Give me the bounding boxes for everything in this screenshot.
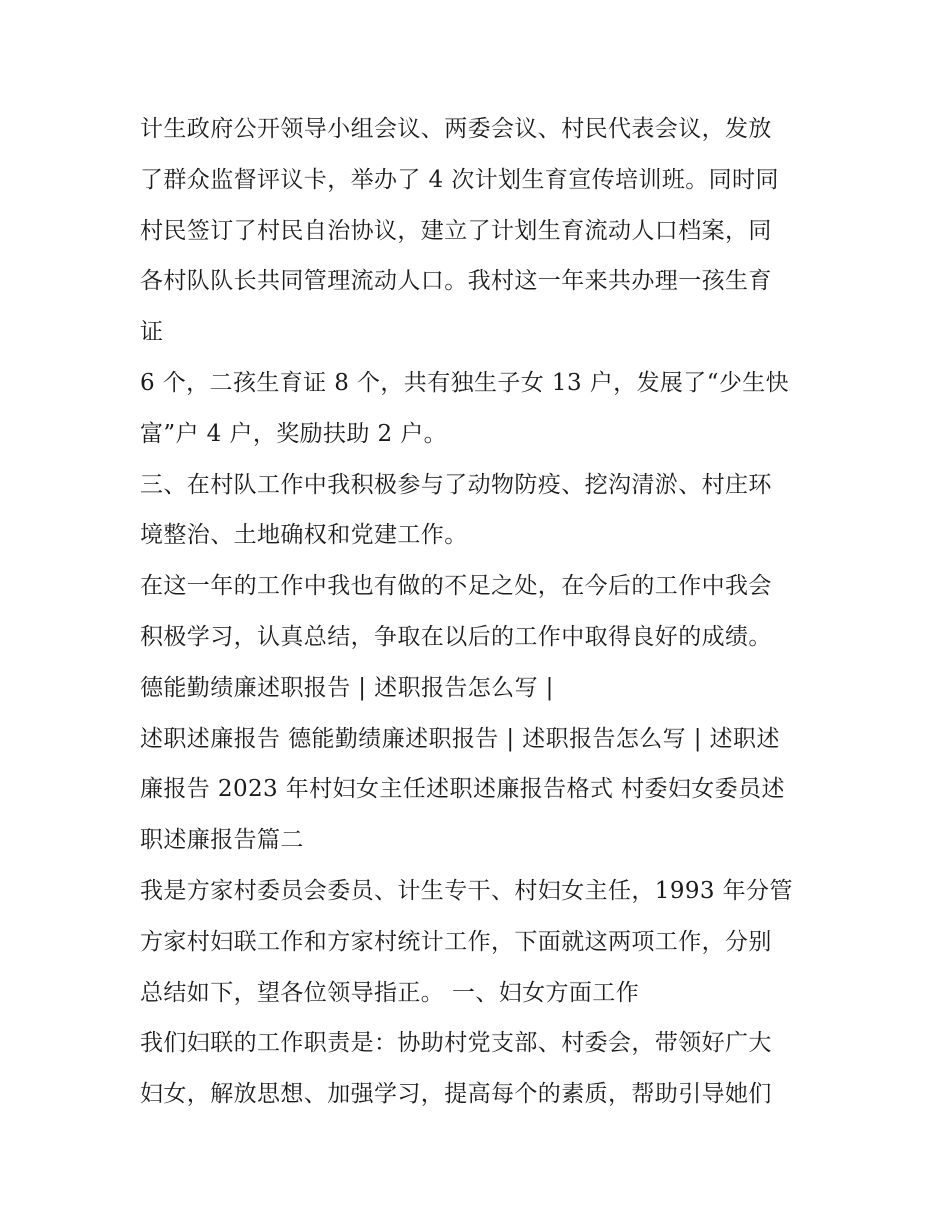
text-line: 职述廉报告篇二	[140, 827, 304, 854]
paragraph-family-planning	[140, 104, 820, 358]
paragraph-report-title	[140, 714, 820, 866]
paragraph-village-work	[140, 460, 820, 562]
paragraph-certificate-counts	[140, 358, 820, 460]
text-line: 我们妇联的工作职责是：协助村党支部、村委会，带领好广大	[140, 1030, 772, 1057]
text-line: 了群众监督评议卡，举办了 4 次计划生育宣传培训班。同时同	[140, 166, 779, 193]
text-line: 境整治、土地确权和党建工作。	[140, 522, 468, 549]
paragraph-shortcomings	[140, 561, 820, 663]
document-body	[140, 104, 820, 1120]
text-line: 方家村妇联工作和方家村统计工作，下面就这两项工作，分别	[140, 928, 772, 955]
text-line: 德能勤绩廉述职报告 | 述职报告怎么写 |	[140, 674, 554, 701]
paragraph-introduction	[140, 866, 820, 1018]
text-line: 村民签订了村民自治协议，建立了计划生育流动人口档案，同	[140, 217, 772, 244]
text-line: 各村队队长共同管理流动人口。我村这一年来共办理一孩生育	[140, 268, 772, 295]
paragraph-report-links	[140, 663, 820, 714]
text-line: 6 个，二孩生育证 8 个，共有独生子女 13 户，发展了“少生快	[140, 369, 790, 396]
text-line: 计生政府公开领导小组会议、两委会议、村民代表会议，发放	[140, 116, 772, 142]
text-line: 我是方家村委员会委员、计生专干、村妇女主任，1993 年分管	[140, 877, 793, 904]
text-line: 富”户 4 户，奖励扶助 2 户。	[140, 420, 448, 447]
text-line: 廉报告 2023 年村妇女主任述职述廉报告格式 村委妇女委员述	[140, 776, 785, 803]
text-line: 妇女，解放思想、加强学习，提高每个的素质，帮助引导她们	[140, 1081, 772, 1108]
text-line: 证	[140, 319, 164, 346]
text-line: 总结如下，望各位领导指正。 一、妇女方面工作	[140, 979, 640, 1006]
paragraph-duties	[140, 1018, 820, 1120]
text-line: 三、在村队工作中我积极参与了动物防疫、挖沟清淤、村庄环	[140, 471, 772, 498]
text-line: 积极学习，认真总结，争取在以后的工作中取得良好的成绩。	[140, 623, 772, 650]
text-line: 在这一年的工作中我也有做的不足之处，在今后的工作中我会	[140, 573, 772, 600]
text-line: 述职述廉报告 德能勤绩廉述职报告 | 述职报告怎么写 | 述职述	[140, 725, 780, 752]
